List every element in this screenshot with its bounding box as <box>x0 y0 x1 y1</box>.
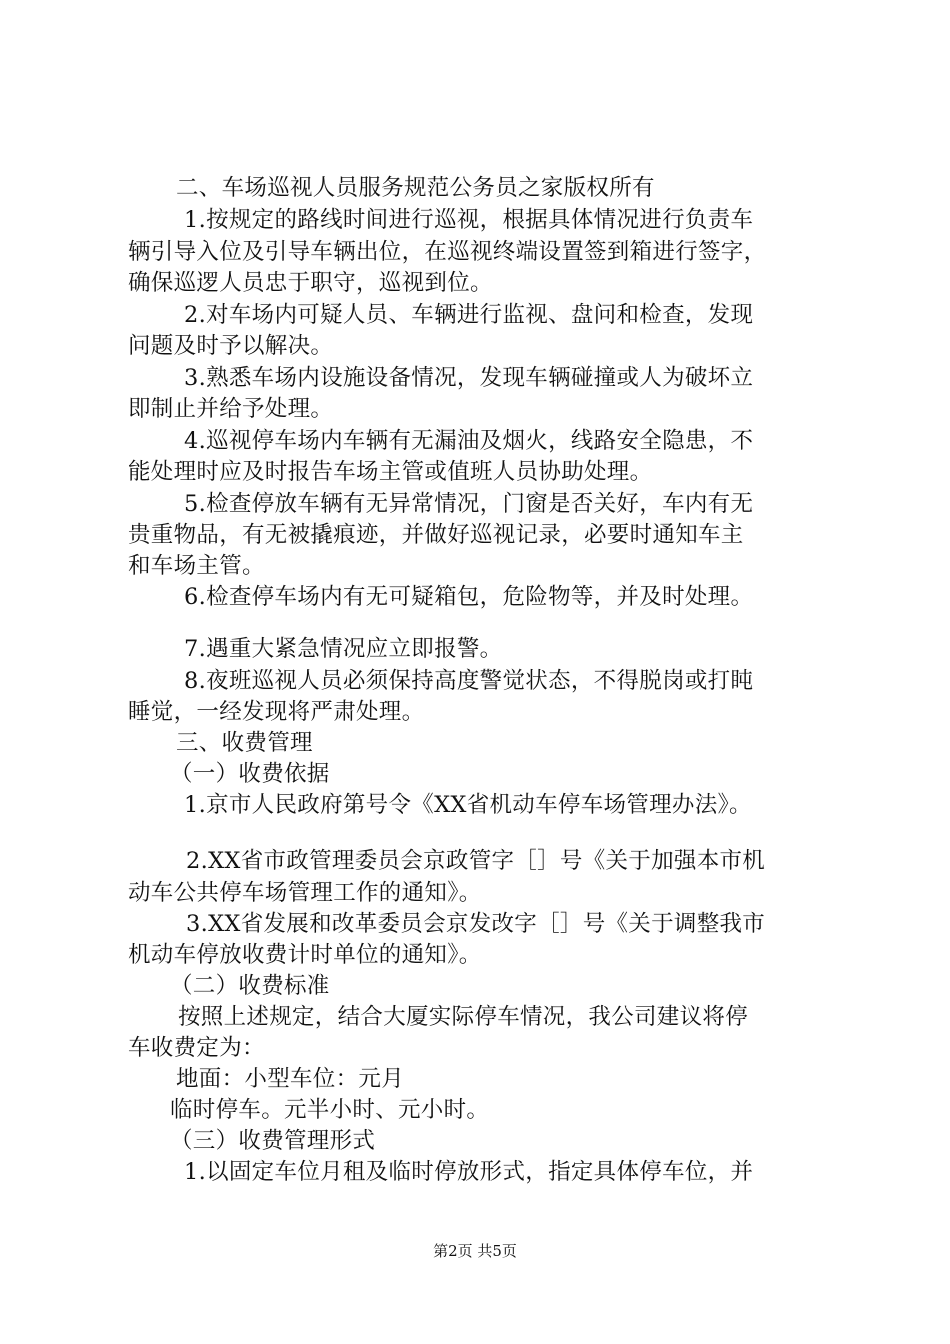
paragraph-line: 1.按规定的路线时间进行巡视，根据具体情况进行负责车 <box>184 207 754 233</box>
paragraph-line: 贵重物品，有无被撬痕迹，并做好巡视记录，必要时通知车主 <box>128 522 744 548</box>
paragraph-line: 即制止并给予处理。 <box>128 396 334 422</box>
paragraph-line: 地面：小型车位：元月 <box>176 1066 405 1092</box>
paragraph-line: 辆引导入位及引导车辆出位，在巡视终端设置签到箱进行签字， <box>128 239 767 265</box>
paragraph-line: 3.熟悉车场内设施设备情况，发现车辆碰撞或人为破坏立 <box>184 365 754 391</box>
paragraph-line: 动车公共停车场管理工作的通知》。 <box>128 880 482 906</box>
paragraph-line: 2.对车场内可疑人员、车辆进行监视、盘问和检查，发现 <box>184 302 754 328</box>
paragraph-line: 6.检查停车场内有无可疑箱包，危险物等，并及时处理。 <box>184 584 754 610</box>
paragraph-line: 8.夜班巡视人员必须保持高度警觉状态，不得脱岗或打盹 <box>184 668 754 694</box>
subsection-heading: （一）收费依据 <box>170 761 330 787</box>
paragraph-line: 1.京市人民政府第号令《XX省机动车停车场管理办法》。 <box>184 792 752 818</box>
paragraph-line: 7.遇重大紧急情况应立即报警。 <box>184 636 503 662</box>
page-number-footer: 第2页 共5页 <box>433 1242 517 1260</box>
paragraph-line: 2.XX省市政管理委员会京政管字［］号《关于加强本市机 <box>186 848 766 874</box>
paragraph-line: 和车场主管。 <box>128 553 265 579</box>
subsection-heading: （三）收费管理形式 <box>170 1128 376 1154</box>
paragraph-line: 确保巡逻人员忠于职守，巡视到位。 <box>128 270 493 296</box>
section-heading-2: 二、车场巡视人员服务规范公务员之家版权所有 <box>176 175 655 201</box>
paragraph-line: 车收费定为： <box>128 1035 265 1061</box>
paragraph-line: 5.检查停放车辆有无异常情况，门窗是否关好，车内有无 <box>184 491 754 517</box>
subsection-heading: （二）收费标准 <box>170 973 330 999</box>
paragraph-line: 能处理时应及时报告车场主管或值班人员协助处理。 <box>128 459 653 485</box>
paragraph-line: 3.XX省发展和改革委员会京发改字［］号《关于调整我市 <box>186 911 766 937</box>
section-heading-3: 三、收费管理 <box>176 730 313 756</box>
paragraph-line: 按照上述规定，结合大厦实际停车情况，我公司建议将停 <box>178 1004 749 1030</box>
paragraph-line: 1.以固定车位月租及临时停放形式，指定具体停车位，并 <box>184 1159 754 1185</box>
paragraph-line: 问题及时予以解决。 <box>128 333 334 359</box>
paragraph-line: 临时停车。元半小时、元小时。 <box>170 1097 490 1123</box>
paragraph-line: 4.巡视停车场内车辆有无漏油及烟火，线路安全隐患，不 <box>184 428 754 454</box>
paragraph-line: 睡觉，一经发现将严肃处理。 <box>128 699 425 725</box>
paragraph-line: 机动车停放收费计时单位的通知》。 <box>128 942 482 968</box>
